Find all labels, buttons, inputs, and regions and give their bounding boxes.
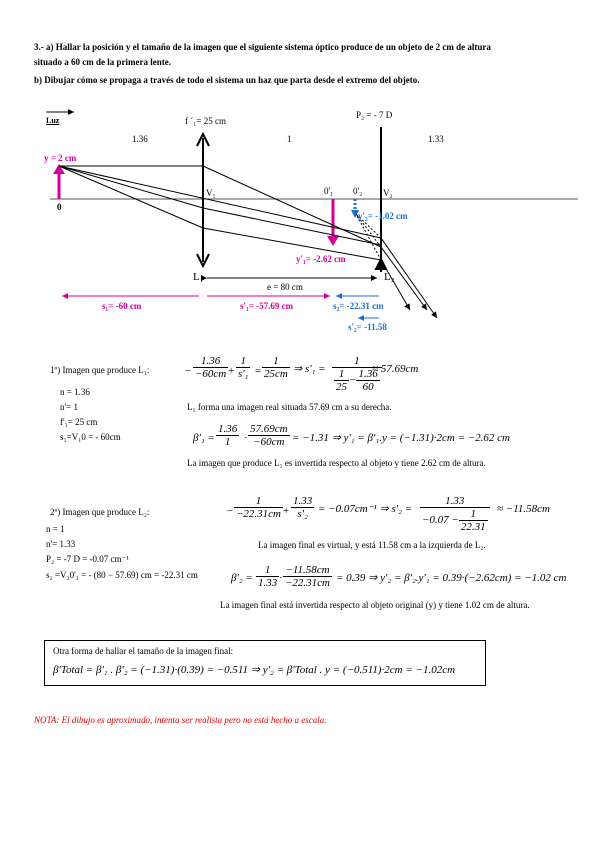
eq1-frac-b: $\frac{1}{\text{s'₁}}$ — [238, 355, 249, 380]
eq1-result-value: ≈ 57.69cm — [372, 363, 419, 375]
vertex-2-label: V₂ — [383, 188, 393, 198]
lens-1-name: L₁ — [193, 271, 204, 283]
eq1-result-prefix: ⇒ s'₁ = — [293, 363, 326, 375]
problem-line-1: 3.- a) Hallar la posición y el tamaño de la imagen que el siguiente sistema óptico produce de un objeto de 2 cm de altura — [34, 42, 491, 52]
image-1-height-label: y'₁= -2.62 cm — [296, 254, 346, 264]
image-2-point-label: 0'₂ — [353, 186, 363, 196]
eq1-frac-a: $\frac{1.36}{-60cm}$ — [195, 355, 227, 380]
eq2-result: = −1.31 ⇒ y'₁ = β'₁.y = (−1.31)·2cm = −2.62 cm — [292, 432, 511, 444]
part2-power: P₂ = -7 D = -0.07 cm⁻¹ — [46, 554, 129, 564]
p2-eq1-middle: = −0.07cm⁻¹ ⇒ s'₂ = — [318, 503, 413, 515]
eq1-frac-c: $\frac{1}{25cm}$ — [264, 355, 288, 380]
object-height-label: y = 2 cm — [44, 153, 77, 163]
lens-2-power-label: P₂ = - 7 D — [356, 110, 393, 120]
s2-prime-label: s'₂= -11.58 — [348, 322, 387, 332]
s1-prime-label: s'₁= -57.69 cm — [240, 301, 294, 311]
p2-eq2-result: = 0.39 ⇒ y'₂ = β'₂.y'₁ = 0.39·(−2.62cm) = −1.02 cm — [336, 572, 567, 584]
part1-focal: f'₁= 25 cm — [60, 417, 98, 427]
summary-title: Otra forma de hallar el tamaño de la imagen final: — [53, 646, 234, 656]
lens-2-name: L₂ — [384, 271, 395, 283]
light-label: Luz — [46, 116, 60, 125]
separation-label: e = 80 cm — [267, 282, 303, 292]
s2-label: s₂= -22.31 cm — [333, 301, 384, 311]
p2-eq1-frac-a: $\frac{1}{-22.31cm}$ — [236, 495, 281, 520]
eq2-frac-b: $\frac{57.69cm}{-60cm}$ — [250, 423, 288, 448]
part2-nprime: n'= 1.33 — [46, 539, 76, 549]
p2-eq1-frac-b: $\frac{1.33}{\text{s'₂}}$ — [293, 495, 313, 520]
eq2-prefix: β'₁ = — [193, 432, 215, 444]
p2-eq2-frac-a: $\frac{1}{1.33}$ — [258, 564, 278, 589]
p2-eq2-prefix: β'₂ = — [231, 572, 253, 584]
eq2-frac-a: $\frac{1.36}{1}$ — [218, 423, 238, 448]
s1-label: s₁= -60 cm — [102, 301, 142, 311]
part1-title: 1º) Imagen que produce L₁: — [50, 365, 150, 375]
eq1-result-frac: 1 $\frac{1}{25}$ − $\frac{1.36}{60}$ — [332, 355, 382, 393]
part1-n: n = 1.36 — [60, 387, 90, 397]
part2-n: n = 1 — [46, 524, 65, 534]
nota: NOTA: El dibujo es aproximado, intenta ser realista pero no está hecho a escala. — [34, 715, 327, 725]
image-1-point-label: 0'₁ — [324, 186, 334, 196]
p2-eq2-frac-b: $\frac{-11.58cm}{-22.31cm}$ — [285, 564, 330, 589]
part2-title: 2º) Imagen que produce L₂: — [50, 507, 150, 517]
index-n2: 1 — [287, 134, 292, 144]
part2-s: s₂ =V₂0'₁ = - (80 − 57.69) cm = -22.31 cm — [46, 570, 198, 580]
lens-1-focal-label: f ´₁= 25 cm — [185, 116, 226, 126]
problem-line-3: b) Dibujar cómo se propaga a través de todo el sistema un haz que parta desde el extremo del objeto. — [34, 75, 420, 85]
part2-note-1: La imagen final es virtual, y está 11.58 cm a la izquierda de L₂. — [258, 540, 486, 550]
p2-eq1-result-frac: 1.33 −0.07 − $\frac{1}{22.31}$ — [420, 495, 490, 533]
origin-label: 0 — [57, 202, 62, 212]
index-n3: 1.33 — [428, 134, 444, 144]
summary-equation: β'Total = β'₁ . β'₂ = (−1.31)·(0.39) = −0.511 ⇒ y'₂ = β'Total . y = (−0.511)·2cm = −1.02cm — [53, 664, 456, 676]
part2-note-2: La imagen final está invertida respecto al objeto original (y) y tiene 1.02 cm de altura. — [220, 600, 530, 610]
part1-nprime: n'= 1 — [60, 402, 78, 412]
index-n1: 1.36 — [132, 134, 148, 144]
part1-note-1: L₁ forma una imagen real situada 57.69 cm a su derecha. — [187, 402, 392, 412]
p2-eq1-result-value: ≈ −11.58cm — [497, 503, 550, 515]
image-2-height-label: y'₂= -1.02 cm — [358, 211, 408, 221]
part1-note-2: La imagen que produce L₁ es invertida respecto al objeto y tiene 2.62 cm de altura. — [187, 458, 486, 468]
vertex-1-label: V₁ — [206, 188, 216, 198]
problem-line-2: situado a 60 cm de la primera lente. — [34, 57, 171, 67]
part1-s: s₁=V₁0 = - 60cm — [60, 432, 121, 442]
